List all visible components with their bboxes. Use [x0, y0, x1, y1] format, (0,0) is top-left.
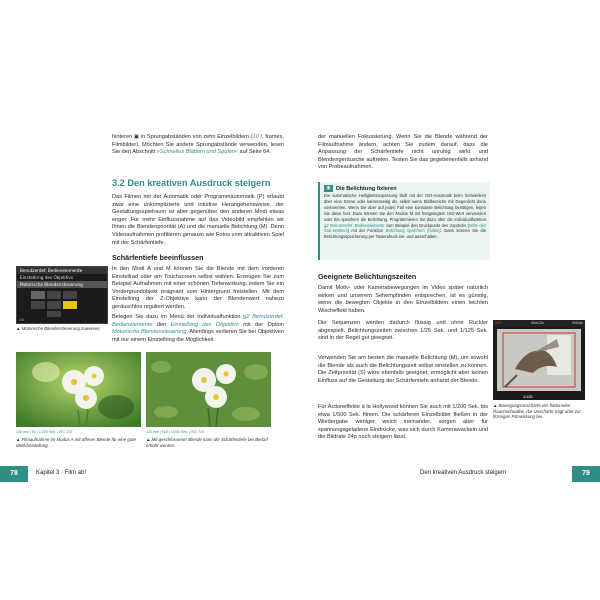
menu-ok-label: OK: [19, 318, 25, 322]
caption-arrow-icon: ▲: [146, 437, 152, 442]
photo2-caption: ▲ Mit geschlossener Blende kann die Schärfentiefe bei Bedarf erhöht werden.: [146, 437, 269, 448]
section-label: Den kreativen Ausdruck steigern: [420, 470, 507, 476]
tip-text: Die automatische Helligkeitsanpassung läuft mit der ISO-Automatik beim Schwenken über eine Szene oder kameraseitig ab, selbst wenn Bildbereiche mit Gegenlicht darin vorkommen. Wenn Sie aber auf jeden Fall eine konstante Belichtung benötigen, legen Sie diese fest. Dazu können Sie den Modus M mit festgelegtem ISO-Wert verwenden oder Sie speichern die Belichtung. Programmieren Sie dazu über die Individualfunktion g2 Benutzerdef. Bedienelemente zum Beispiel den Druckpunkt des Joysticks (Mitte des Sub-Wählers) mit der Funktion Belichtung speichern (halten). Dann können Sie die Belichtungsspeicherung per Tastendruck ein- und ausschalten.: [324, 193, 487, 240]
rec-time: 00m12s: [531, 321, 544, 325]
left-intro: hinteren ▣ in Sprungabständen von zehn Einzelbildern (10 f, frames, Filmbilder). Möchten Sie andere Sprungabstände verwenden, lesen Sie den Abschnitt »Schnelles Blättern und Spulen« auf Seite 64.: [112, 134, 284, 156]
camera-icon: ◉: [324, 185, 333, 192]
paragraph-manual-exposure: Verwenden Sie am besten die manuelle Belichtung (M), um sowohl die Blende als auch die Belichtungszeit selbst einstellen zu können. Die Zeitpriorität (S) wäre ebenfalls geeignet, ermöglicht aber keinen Einfluss auf die Gestaltung der Schärfentiefe anhand der Blende.: [318, 355, 488, 384]
subheading-exposure-times: Geeignete Belichtungszeiten: [318, 272, 417, 281]
photo2-meta: 120 mm | f/16 | 1/200 Sek. | ISO 720: [146, 430, 205, 434]
paragraph-menu: Belegen Sie dazu im Menü der Individualfunktion g2 Benutzerdef. Bedienelemente den Einstellring des Objektivs mit der Option Motorische Blendensteuerung. Allerdings verlieren Sie bei Objektiven mit nur einem Einstellring die Möglichkeit: [112, 314, 285, 343]
menu-row-selected: Motorische Blendensteuerung: [17, 281, 107, 288]
page-number-right: 79: [572, 466, 600, 482]
paragraph-sequences: Die Sequenzen werden dadurch flüssig und ohne Ruckler abgespielt. Belichtungszeiten zwischen 1/25 Sek. und 1/125 Sek. sind in der Regel gut geeignet.: [318, 320, 488, 342]
right-intro: der manuellen Fokussierung. Wenn Sie die Blende während der Filmaufnahme ändern, achten Sie zudem darauf, dass die Anpassung der Schärfentiefe nicht unruhig wirkt und Blendengeräusche auftreten. Testen Sie das gegebenenfalls anhand von Probeaufnahmen.: [318, 134, 488, 171]
caption-arrow-icon: ▲: [16, 326, 22, 331]
caption-arrow-icon: ▲: [493, 403, 499, 408]
section-title: 3.2 Den kreativen Ausdruck steigern: [112, 178, 271, 188]
tip-box: [318, 182, 490, 260]
subheading-depth-of-field: Schärfentiefe beeinflussen: [112, 253, 204, 262]
page-number-left: 78: [0, 466, 28, 482]
chapter-label: Kapitel 3 · Film ab!: [36, 470, 87, 476]
camera-caption: ▲ Bewegungsunschärfe der flatternden Rauchschwalbe, die Unschärfe trägt aber zur flüssigen Filmwirkung bei.: [493, 403, 581, 420]
tip-title: Die Belichtung fixieren: [336, 185, 397, 192]
menu-caption: ▲ Motorische Blendensteuerung zuweisen.: [16, 326, 101, 331]
paragraph-action: Für Actioneffekte à la Hollywood können Sie auch mit 1/200 Sek. bis etwa 1/500 Sek. filmen. Die schärferen Einzelbilder fließen in der Wiedergabe weniger weich ineinander, sorgen aber für spannungsgeladene Eindrücke, was sich durch Kamerawackeln und die Bildrate 24p noch steigern lässt.: [318, 404, 488, 441]
menu-row: Einstellring des Objektivs: [20, 275, 74, 280]
rec-indicator: REC: [495, 321, 503, 325]
photo1-caption: ▲ Filmaufnahme im Modus A mit offener Blende für eine gute Motivfreistellung.: [16, 437, 136, 448]
paragraph-motion: Damit Motiv- oder Kamerabewegungen im Video später natürlich wirken und unserem Sehempfinden entsprechen, ist es günstig, wenn die bewegten Objekte in den Einzelbildern einen leichten Wischeffekt haben.: [318, 285, 488, 314]
caption-arrow-icon: ▲: [16, 437, 22, 442]
photo1-meta: 120 mm | f/4 | 1/200 Sek. | ISO 220: [16, 430, 73, 434]
shutter-readout: 1/125: [523, 395, 533, 399]
camera-menu-screenshot: [16, 266, 108, 324]
paragraph-aperture: In den Modi A und M können Sie die Blende mit dem vorderen Einstellrad oder am Touchscreen selbst wählen. Erzeugen Sie zum Beispiel Aufnahmen mit einer schönen Tiefenwirkung, indem Sie ein Vordergrundobjekt prägnant vom Hintergrund freistellen. Mit dem Einstellring der Z-Objektive kann der Blendenwert nahezu geräuschlos reguliert werden.: [112, 266, 284, 310]
flower-photo-closed-aperture: [146, 352, 271, 427]
flower-photo-open-aperture: [16, 352, 141, 427]
section-paragraph: Das Filmen mit der Automatik oder Programmautomatik (P) erlaubt zwar eine unkomplizierte und intuitive Herangehensweise, der Gestaltungsspielraum ist aber gegenüber den anderen Modi etwas enger. Für mehr Einflussnahme auf das Videobild empfehlen wir Ihnen die Blendenpriorität (A) und die manuelle Belichtung (M). Denn Videoaufnahmen profitieren genauso wie Fotos vom attraktiven Spiel mit der Schärfentiefe.: [112, 194, 284, 246]
menu-title: Benutzerdef. Bedienelemente: [17, 267, 107, 274]
menu-grid: [31, 291, 77, 317]
remaining-time: 2h54m: [572, 321, 583, 325]
film-icon: ▣: [133, 134, 140, 140]
camera-liveview-screenshot: [493, 320, 585, 400]
